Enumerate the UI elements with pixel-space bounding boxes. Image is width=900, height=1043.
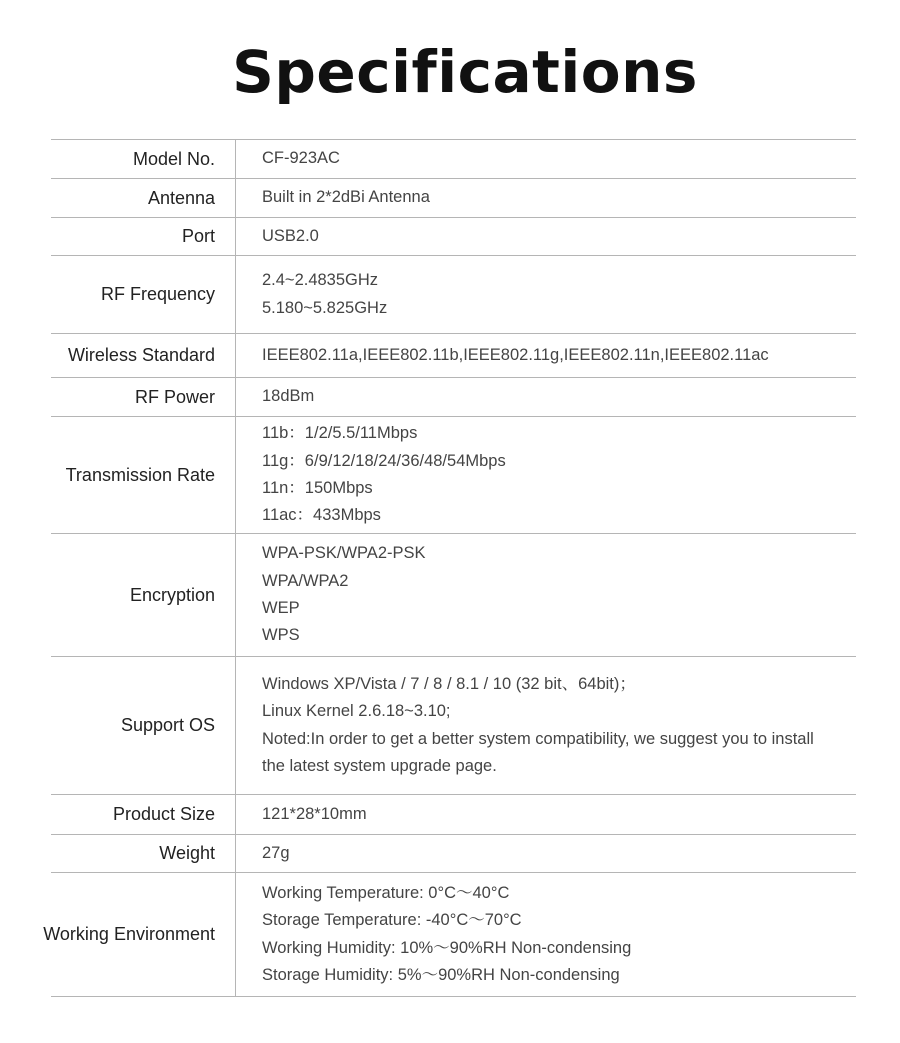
spec-value-cell bbox=[236, 378, 856, 416]
spec-value-line: 11n：150Mbps bbox=[262, 479, 373, 497]
spec-label-cell bbox=[51, 835, 236, 872]
spec-label-cell bbox=[51, 657, 236, 794]
spec-row bbox=[51, 179, 856, 218]
spec-label: RF Power bbox=[134, 386, 215, 407]
spec-value-line: WEP bbox=[262, 599, 300, 617]
spec-row bbox=[51, 795, 856, 835]
spec-value-line: 11ac：433Mbps bbox=[262, 506, 381, 525]
spec-label-cell bbox=[51, 334, 236, 377]
spec-label: Product Size bbox=[112, 804, 215, 824]
spec-value-line: 5.180~5.825GHz bbox=[262, 298, 388, 317]
spec-row bbox=[51, 378, 856, 417]
spec-value-cell bbox=[236, 218, 856, 255]
spec-label-cell bbox=[51, 417, 236, 533]
spec-label: RF Frequency bbox=[100, 284, 215, 304]
spec-label: Wireless Standard bbox=[67, 345, 215, 365]
spec-row bbox=[51, 256, 856, 334]
spec-value-line: WPA/WPA2 bbox=[262, 571, 349, 590]
spec-value-line: 11g：6/9/12/18/24/36/48/54Mbps bbox=[262, 451, 506, 470]
spec-row bbox=[51, 218, 856, 256]
spec-value-line: Linux Kernel 2.6.18~3.10; bbox=[262, 702, 451, 721]
spec-label: Weight bbox=[159, 843, 215, 863]
spec-value-line: Noted:In order to get a better system compatibility, we suggest you to install bbox=[262, 729, 814, 748]
spec-value-line: Working Humidity: 10%～90%RH Non-condensing bbox=[262, 938, 632, 957]
spec-value-line: Built in 2*2dBi Antenna bbox=[262, 188, 430, 207]
spec-value-line: 121*28*10mm bbox=[262, 804, 367, 823]
spec-value-cell bbox=[236, 179, 856, 217]
spec-value-cell bbox=[236, 417, 856, 533]
spec-value-line: Storage Temperature: -40°C～70°C bbox=[262, 911, 522, 930]
spec-value-cell bbox=[236, 795, 856, 834]
spec-row bbox=[51, 835, 856, 873]
spec-value-line: IEEE802.11a,IEEE802.11b,IEEE802.11g,IEEE802.11n,IEEE802.11ac bbox=[262, 345, 769, 364]
spec-value-cell bbox=[236, 534, 856, 656]
spec-label: Support OS bbox=[120, 715, 215, 735]
spec-row bbox=[51, 657, 856, 795]
spec-value-cell bbox=[236, 256, 856, 333]
spec-label: Port bbox=[181, 226, 215, 246]
spec-value-cell bbox=[236, 873, 856, 996]
spec-value-line: USB2.0 bbox=[262, 226, 319, 245]
spec-label-cell bbox=[51, 534, 236, 656]
spec-value-line: CF-923AC bbox=[262, 149, 340, 168]
spec-row bbox=[51, 417, 856, 534]
spec-label-cell bbox=[51, 795, 236, 834]
spec-label: Antenna bbox=[147, 187, 215, 208]
spec-value-line: Storage Humidity: 5%～90%RH Non-condensing bbox=[262, 965, 620, 984]
spec-value-cell bbox=[236, 657, 856, 794]
spec-label: Encryption bbox=[129, 584, 215, 605]
spec-label: Working Environment bbox=[43, 924, 215, 944]
spec-value-line: WPA-PSK/WPA2-PSK bbox=[262, 544, 426, 563]
spec-label: Model No. bbox=[132, 148, 215, 169]
spec-value-line: 27g bbox=[262, 843, 290, 862]
spec-label-cell bbox=[51, 140, 236, 178]
spec-value-cell bbox=[236, 334, 856, 377]
spec-table bbox=[43, 139, 856, 997]
spec-row bbox=[51, 334, 856, 378]
spec-value-line: 18dBm bbox=[262, 387, 315, 406]
spec-value-line: Windows XP/Vista / 7 / 8 / 8.1 / 10 (32 bit、64bit)； bbox=[262, 674, 636, 693]
spec-value-cell bbox=[236, 140, 856, 178]
spec-value-line: WPS bbox=[262, 626, 300, 645]
spec-value-cell bbox=[236, 835, 856, 872]
spec-label-cell bbox=[51, 378, 236, 416]
spec-label-cell bbox=[51, 179, 236, 217]
spec-row bbox=[51, 140, 856, 179]
page-title: Specifications bbox=[232, 38, 698, 106]
spec-label: Transmission Rate bbox=[65, 464, 215, 485]
spec-value-line: 2.4~2.4835GHz bbox=[262, 271, 379, 290]
spec-row bbox=[51, 534, 856, 657]
spec-label-cell bbox=[43, 873, 236, 996]
spec-value-line: Working Temperature: 0°C～40°C bbox=[262, 883, 510, 902]
spec-label-cell bbox=[51, 218, 236, 255]
spec-row bbox=[43, 873, 856, 997]
spec-label-cell bbox=[51, 256, 236, 333]
spec-value-line: 11b：1/2/5.5/11Mbps bbox=[262, 424, 418, 443]
spec-value-line: the latest system upgrade page. bbox=[262, 756, 497, 775]
